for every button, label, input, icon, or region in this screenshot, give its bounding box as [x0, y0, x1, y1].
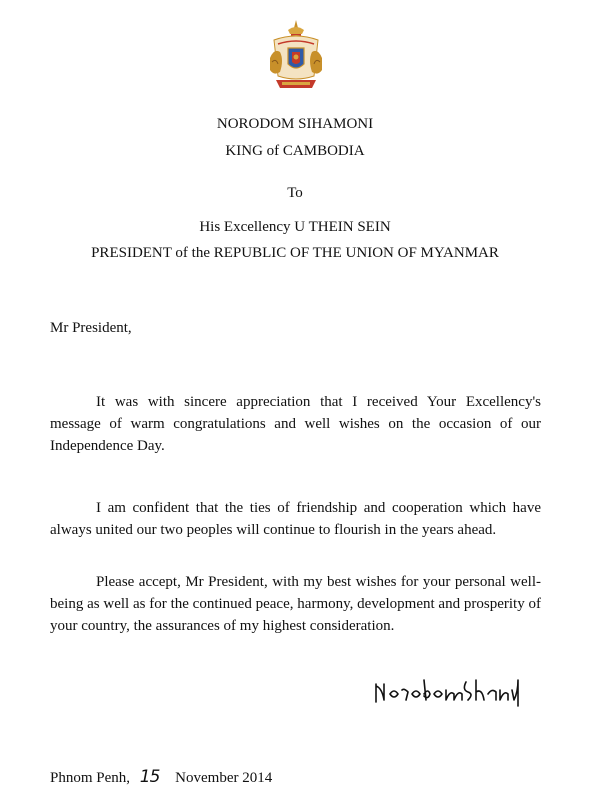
sender-title: KING of CAMBODIA	[225, 143, 365, 159]
paragraph-closing: Please accept, Mr President, with my best wishes for your personal well-being as well as for the continued peace, harmony, development and prosperity of your country, the assurances of my highest consideration.	[50, 574, 541, 634]
to-label: To	[287, 185, 303, 201]
date-day: 15	[139, 767, 160, 787]
place-and-date	[50, 766, 272, 789]
salutation: Mr President,	[50, 320, 132, 336]
paragraph-appreciation: It was with sincere appreciation that I received Your Excellency's message of warm congratulations and well wishes on the occasion of our Independence Day.	[50, 394, 541, 454]
royal-coat-of-arms-icon	[264, 18, 328, 92]
recipient-title: PRESIDENT of the REPUBLIC OF THE UNION OF MYANMAR	[91, 245, 499, 261]
sender-name: NORODOM SIHAMONI	[216, 116, 374, 132]
place: Phnom Penh,	[50, 770, 131, 786]
royal-signature	[372, 670, 522, 710]
recipient-name: His Excellency U THEIN SEIN	[199, 219, 391, 235]
date-month-year: November 2014	[175, 770, 273, 786]
paragraph-friendship: I am confident that the ties of friendship and cooperation which have always united our two peoples will continue to flourish in the years ahead.	[50, 500, 541, 538]
